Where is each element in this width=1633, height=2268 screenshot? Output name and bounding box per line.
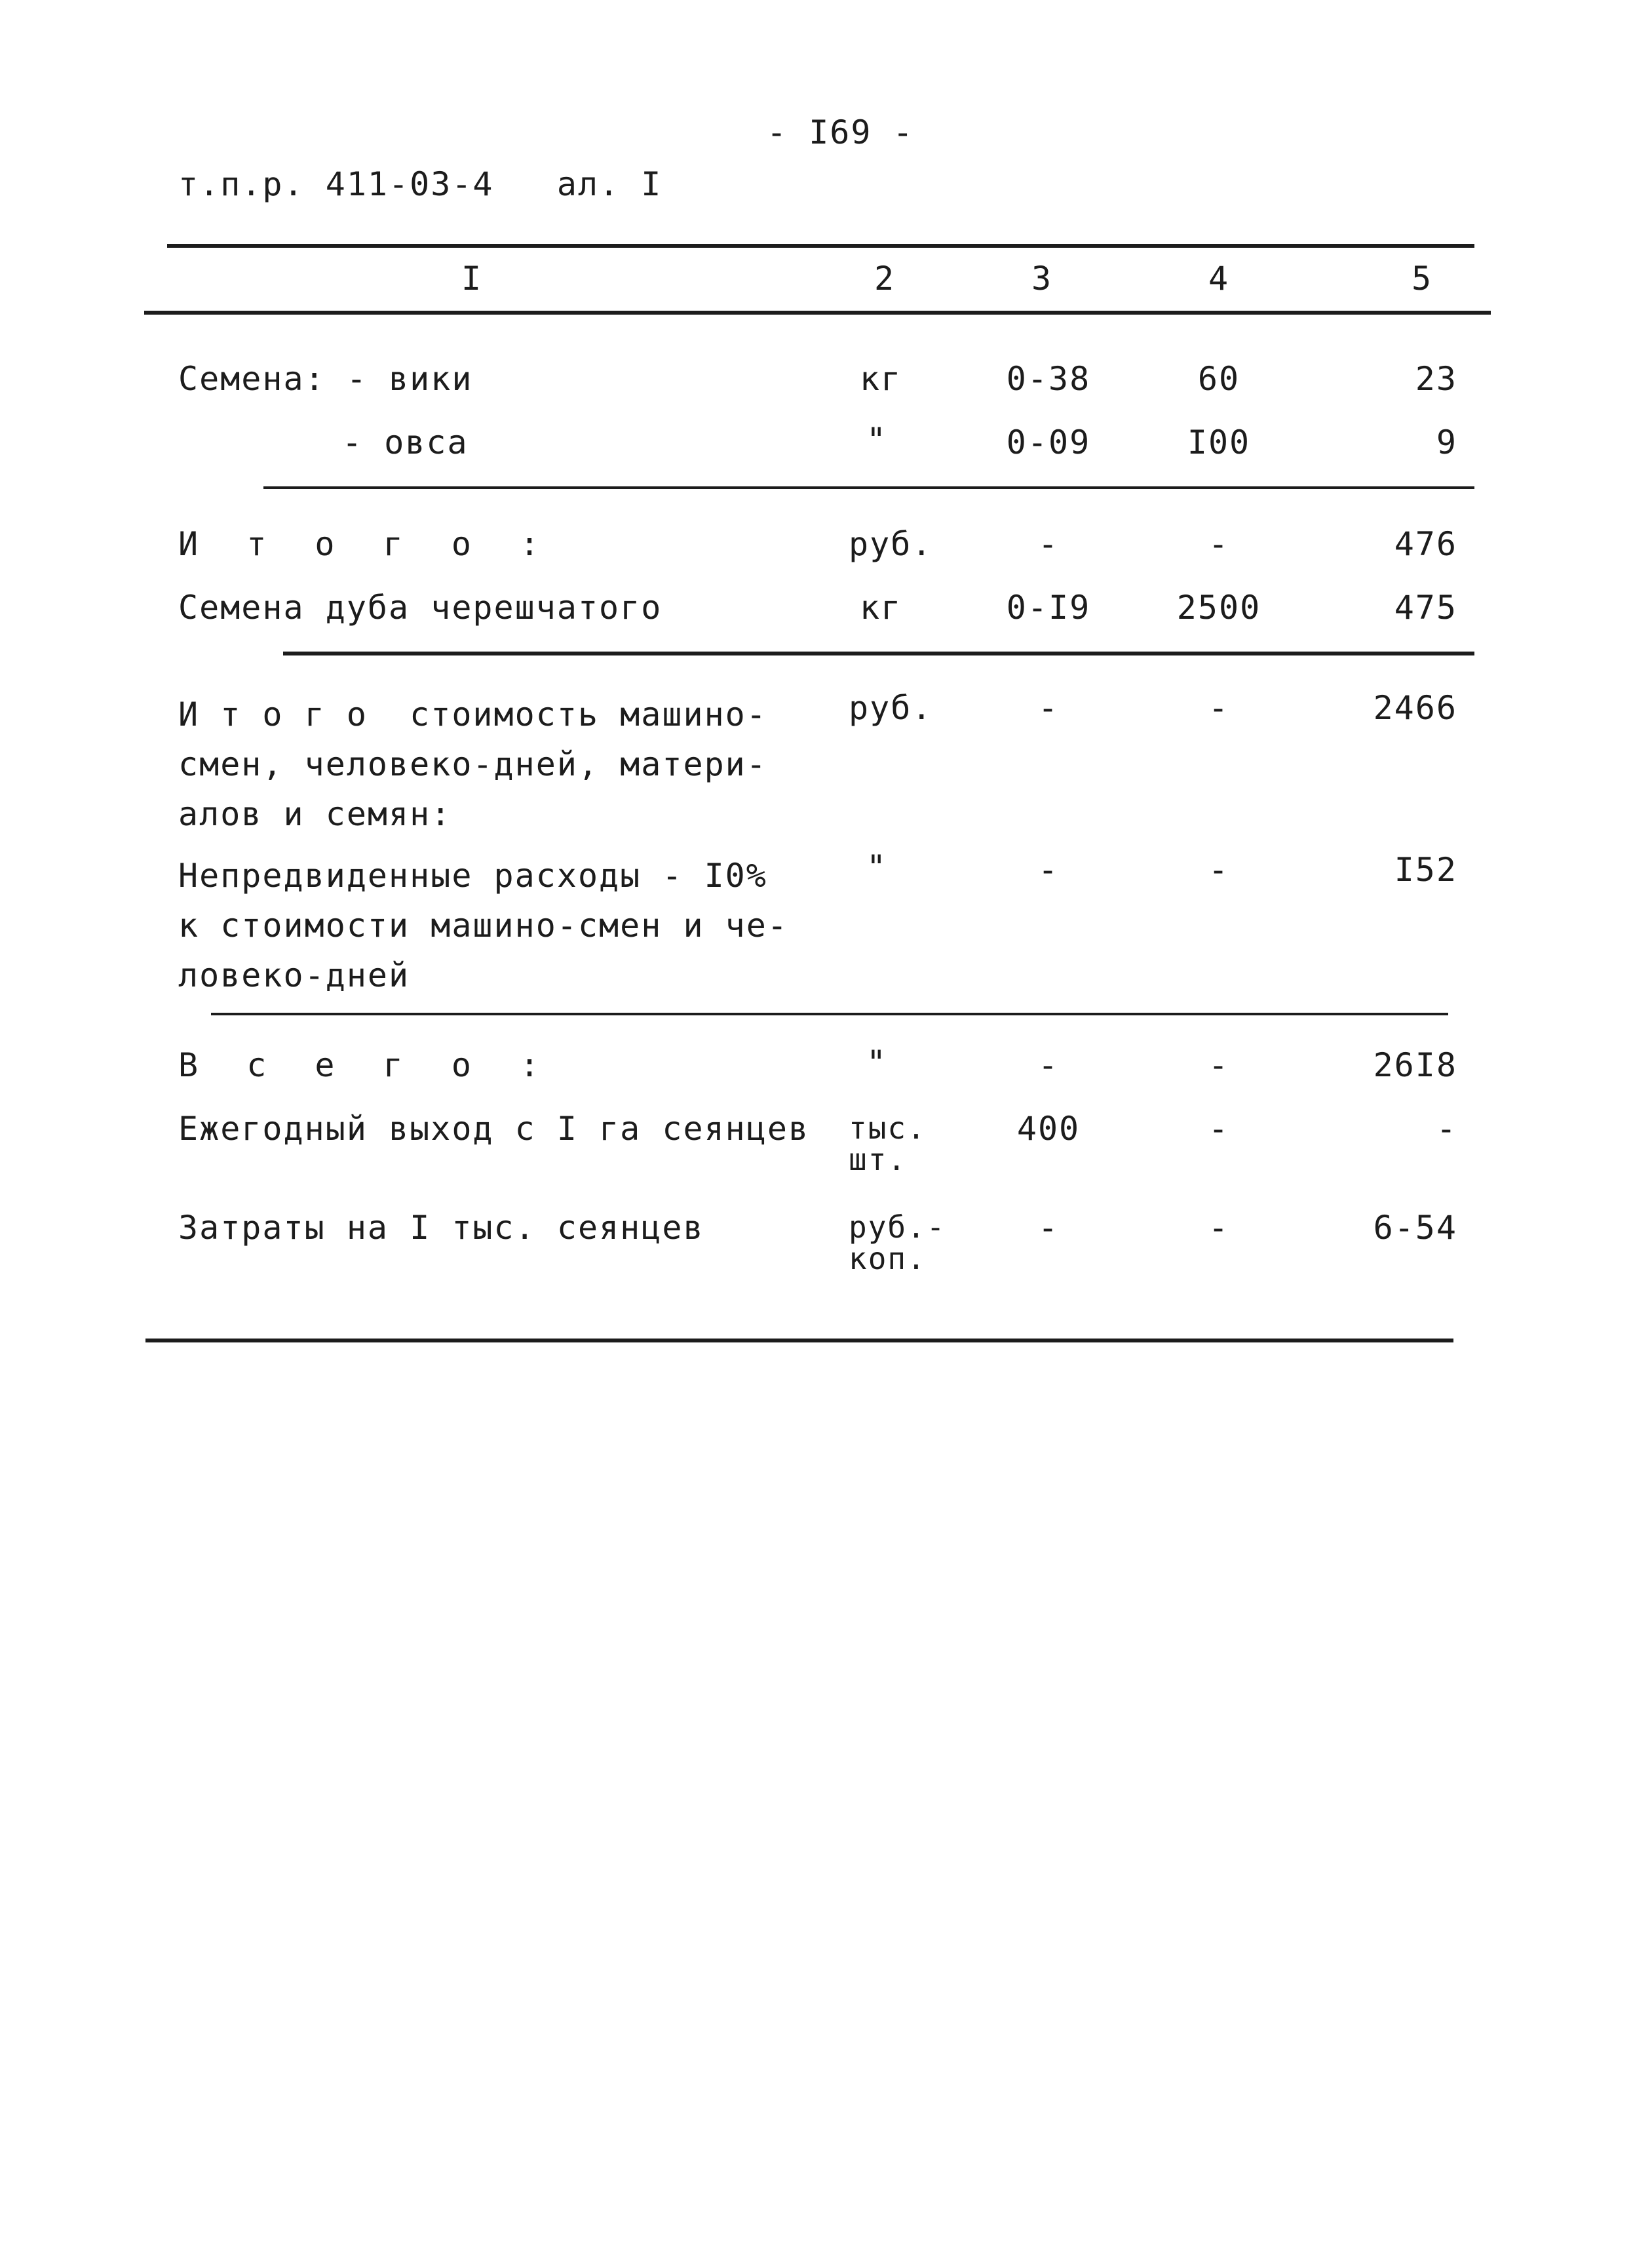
row-price-annual-output: 400 (1016, 1110, 1081, 1148)
column-header-4: 4 (1208, 260, 1230, 298)
row-price-grand-total: - (1037, 1046, 1060, 1084)
row-price-oak-seeds: 0-I9 (1006, 589, 1091, 627)
row-unit-unforeseen: " (866, 848, 888, 886)
row-sum-seeds-oats: 9 (1436, 423, 1457, 461)
row-qty-subtotal: - (1208, 525, 1230, 563)
row-qty-annual-output: - (1208, 1110, 1230, 1148)
header-bottom-rule (144, 311, 1491, 315)
table-top-rule (167, 244, 1474, 248)
row-sum-cost-per-thousand: 6-54 (1373, 1209, 1457, 1247)
section-rule-3 (211, 1013, 1448, 1015)
row-sum-grand-total: 26I8 (1373, 1046, 1457, 1084)
column-header-5: 5 (1411, 260, 1433, 298)
row-qty-cost-per-thousand: - (1208, 1209, 1230, 1247)
row-unit-seeds-oats: " (866, 421, 888, 459)
row-label-unforeseen: Непредвиденные расходы - I0% к стоимости машино-смен и че- ловеко-дней (178, 857, 788, 994)
row-unit-seeds-vetch: кг (860, 360, 902, 398)
row-label-grand-total: В с е г о : (178, 1046, 554, 1084)
row-label-oak-seeds: Семена дуба черешчатого (178, 589, 663, 627)
row-label-seeds-vetch: Семена: - вики (178, 360, 473, 398)
row-qty-total-cost: - (1208, 689, 1230, 727)
row-sum-oak-seeds: 475 (1394, 589, 1457, 627)
row-qty-seeds-oats: I00 (1187, 423, 1251, 461)
row-qty-oak-seeds: 2500 (1176, 589, 1261, 627)
row-unit-annual-output: тыс. шт. (849, 1110, 927, 1177)
row-price-subtotal: - (1037, 525, 1060, 563)
row-sum-annual-output: - (1436, 1110, 1457, 1148)
page-number: - I69 - (767, 113, 914, 151)
section-rule-1 (263, 486, 1474, 489)
column-header-2: 2 (874, 260, 896, 298)
row-price-total-cost: - (1037, 689, 1060, 727)
row-sum-total-cost: 2466 (1373, 689, 1457, 727)
row-sum-subtotal: 476 (1394, 525, 1457, 563)
row-sum-seeds-vetch: 23 (1415, 360, 1457, 398)
column-header-1: I (461, 260, 483, 298)
row-unit-total-cost: руб. (849, 689, 933, 727)
row-price-seeds-oats: 0-09 (1006, 423, 1091, 461)
row-price-unforeseen: - (1037, 851, 1060, 889)
row-qty-unforeseen: - (1208, 851, 1230, 889)
row-unit-grand-total: " (866, 1044, 888, 1082)
row-label-seeds-oats: - овса (342, 423, 469, 461)
row-price-seeds-vetch: 0-38 (1006, 360, 1091, 398)
row-unit-subtotal: руб. (849, 525, 933, 563)
document-reference: т.п.р. 411-03-4 ал. I (178, 165, 663, 203)
row-label-cost-per-thousand: Затраты на I тыс. сеянцев (178, 1209, 704, 1247)
table-bottom-rule (145, 1339, 1453, 1342)
row-qty-grand-total: - (1208, 1046, 1230, 1084)
row-unit-cost-per-thousand: руб.- коп. (849, 1209, 946, 1276)
row-sum-unforeseen: I52 (1394, 851, 1457, 889)
row-price-cost-per-thousand: - (1037, 1209, 1060, 1247)
column-header-3: 3 (1031, 260, 1053, 298)
row-qty-seeds-vetch: 60 (1197, 360, 1240, 398)
row-label-subtotal: И т о г о : (178, 525, 554, 563)
row-label-total-cost: И т о г о стоимость машино- смен, человеко-дней, матери- алов и семян: (178, 695, 767, 833)
row-unit-oak-seeds: кг (860, 589, 902, 627)
section-rule-2 (283, 652, 1474, 655)
row-label-annual-output: Ежегодный выход с I га сеянцев (178, 1110, 810, 1148)
